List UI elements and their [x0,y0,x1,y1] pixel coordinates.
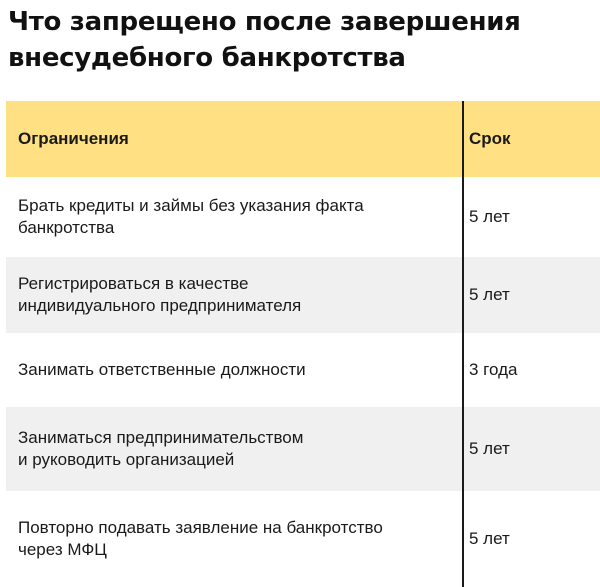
restriction-text-line-1: Повторно подавать заявление на банкротство [18,518,383,537]
table-row [6,177,600,257]
title-line-2: внесудебного банкротства [8,43,406,73]
page-title [8,4,588,76]
term-cell: 5 лет [469,207,510,226]
restriction-text-line-2: через МФЦ [18,540,107,559]
restriction-cell [18,407,448,491]
term-cell: 3 года [469,360,518,379]
restriction-text-line-1: Регистрироваться в качестве [18,274,249,293]
restriction-text-line-2: и руководить организацией [18,450,235,469]
header-restriction: Ограничения [18,129,129,148]
table-row [6,333,600,407]
restriction-text-line-2: индивидуального предпринимателя [18,296,302,315]
restriction-cell: Занимать ответственные должности [18,360,306,379]
title-line-1: Что запрещено после завершения [8,7,521,37]
restriction-cell [18,177,448,257]
column-divider [462,101,464,587]
restrictions-table [6,101,600,587]
restriction-text-line-1: Брать кредиты и займы без указания факта [18,196,364,215]
restriction-cell [18,257,448,333]
header-term: Срок [469,129,511,148]
term-cell: 5 лет [469,439,510,458]
table-row [6,257,600,333]
restriction-cell [18,491,448,587]
table-row [6,407,600,491]
restriction-text-line-2: банкротства [18,218,115,237]
term-cell: 5 лет [469,285,510,304]
restriction-text-line-1: Заниматься предпринимательством [18,428,304,447]
table-header-row [6,101,600,177]
term-cell: 5 лет [469,529,510,548]
table-row [6,491,600,587]
